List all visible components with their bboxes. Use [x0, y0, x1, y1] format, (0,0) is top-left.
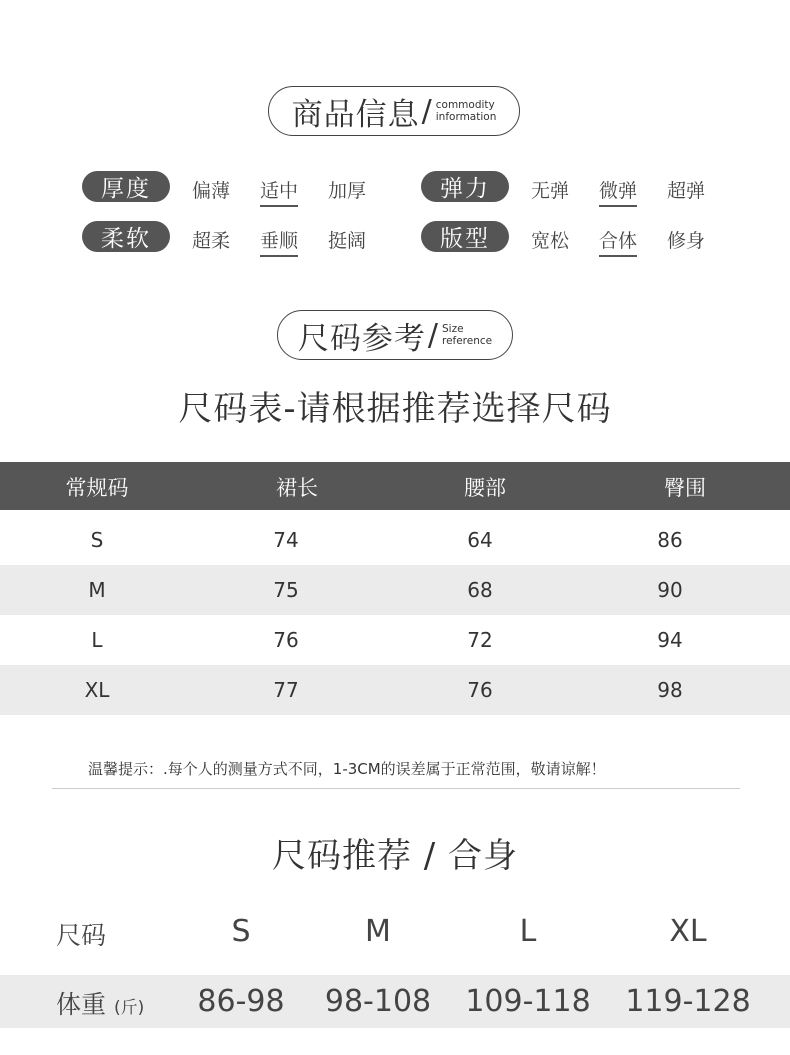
cell-size: S: [90, 528, 104, 552]
attribute-elasticity: [421, 171, 741, 205]
cell-waist: 68: [467, 578, 493, 602]
header-hip: 臀围: [664, 476, 706, 500]
title-slash: /: [421, 93, 432, 129]
attribute-softness: [82, 221, 402, 255]
option-super-soft: 超柔: [192, 230, 231, 252]
cell-length: 74: [273, 528, 299, 552]
cell-hip: 94: [657, 628, 683, 652]
attribute-thickness: [82, 171, 402, 205]
weight-unit: (斤): [113, 998, 145, 1018]
option-regular-selected: 合体: [599, 226, 637, 257]
cell-waist: 64: [467, 528, 493, 552]
commodity-title-en: [436, 99, 497, 123]
option-loose: 宽松: [531, 230, 570, 252]
table-row: [0, 565, 790, 615]
size-ref-title-cn: 尺码参考: [297, 320, 426, 357]
size-ref-title-en-2: reference: [441, 335, 493, 347]
cell-size: L: [91, 628, 103, 652]
recommend-size-row: [0, 910, 790, 960]
cell-length: 77: [273, 678, 299, 702]
rec-size-s: S: [231, 914, 251, 949]
commodity-title-en-1: commodity: [435, 99, 495, 111]
size-ref-title-en: [442, 323, 492, 347]
header-waist: 腰部: [464, 476, 506, 500]
tag-elasticity: 弹力: [421, 171, 509, 202]
attribute-fit: [421, 221, 741, 255]
option-slight-stretch-selected: 微弹: [599, 176, 637, 207]
commodity-title-en-2: information: [435, 111, 497, 123]
option-crisp: 挺阔: [328, 230, 367, 252]
rec-weight-m: 98-108: [324, 984, 432, 1019]
rec-size-l: L: [519, 914, 537, 949]
option-drapey-selected: 垂顺: [260, 226, 298, 257]
weight-label: [56, 985, 144, 1021]
rec-size-m: M: [365, 914, 391, 949]
rec-weight-xl: 119-128: [625, 984, 751, 1019]
tag-softness: 柔软: [82, 221, 170, 252]
cell-waist: 72: [467, 628, 493, 652]
cell-hip: 98: [657, 678, 683, 702]
measurement-tip: 温馨提示：.每个人的测量方式不同，1-3CM的误差属于正常范围，敬请谅解！: [88, 760, 606, 778]
rec-weight-l: 109-118: [465, 984, 591, 1019]
cell-size: M: [88, 578, 106, 602]
tag-fit: 版型: [421, 221, 509, 252]
size-recommend-title: 尺码推荐 / 合身: [271, 836, 519, 876]
commodity-info-title: [268, 86, 520, 136]
cell-hip: 86: [657, 528, 683, 552]
rec-weight-s: 86-98: [197, 984, 285, 1019]
weight-label-text: 体重: [56, 990, 107, 1019]
title-slash: /: [427, 317, 438, 353]
divider: [52, 788, 740, 789]
option-no-stretch: 无弹: [531, 180, 570, 202]
size-chart-subtitle: 尺码表-请根据推荐选择尺码: [178, 389, 612, 429]
cell-length: 75: [273, 578, 299, 602]
size-reference-title: [277, 310, 513, 360]
cell-size: XL: [84, 678, 110, 702]
cell-hip: 90: [657, 578, 683, 602]
size-table-header: [0, 462, 790, 510]
header-size: 常规码: [65, 476, 129, 500]
option-thin: 偏薄: [192, 180, 231, 202]
table-row: [0, 515, 790, 565]
header-skirt-length: 裙长: [276, 476, 318, 500]
option-slim: 修身: [667, 230, 706, 252]
table-row: [0, 665, 790, 715]
option-high-stretch: 超弹: [667, 180, 706, 202]
size-ref-title-en-1: Size: [441, 323, 464, 335]
tag-thickness: 厚度: [82, 171, 170, 202]
size-label: 尺码: [56, 921, 107, 950]
recommend-weight-row: [0, 975, 790, 1028]
cell-waist: 76: [467, 678, 493, 702]
option-thick: 加厚: [328, 180, 367, 202]
commodity-title-cn: 商品信息: [291, 96, 420, 133]
cell-length: 76: [273, 628, 299, 652]
table-row: [0, 615, 790, 665]
option-medium-selected: 适中: [260, 176, 298, 207]
rec-size-xl: XL: [669, 914, 707, 949]
